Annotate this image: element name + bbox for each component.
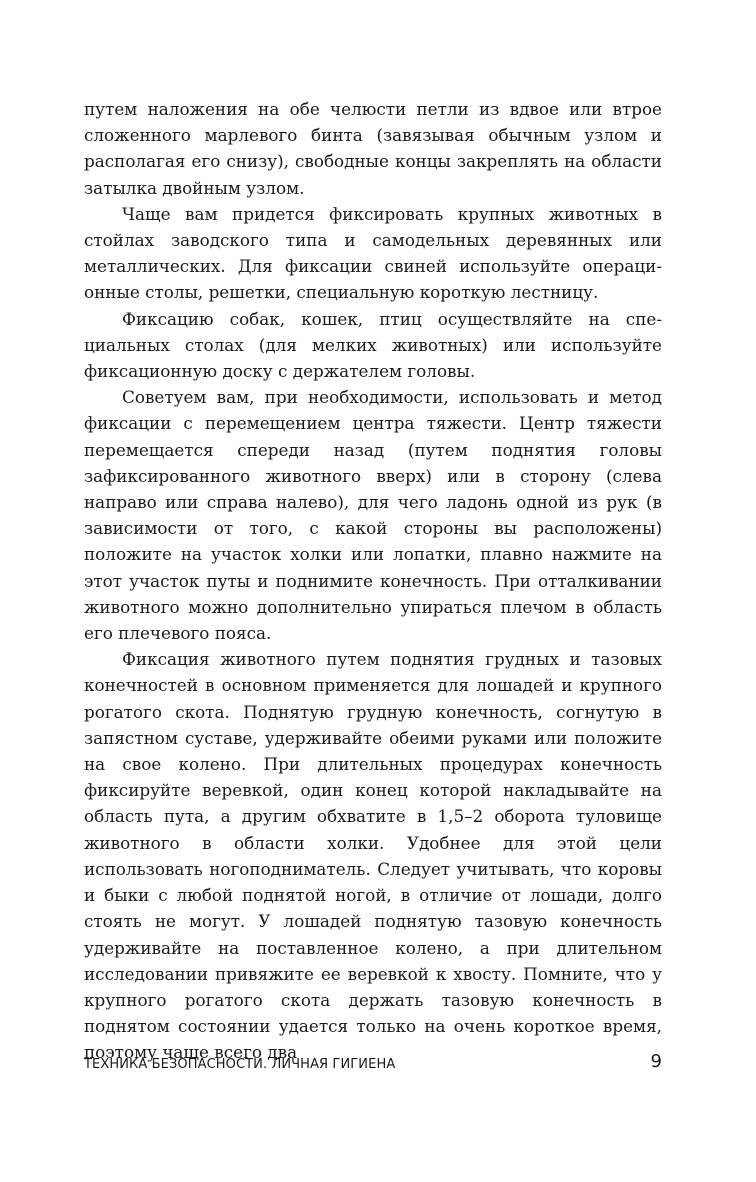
paragraph-5: Фиксация животного путем поднятия грудных и тазовых конечностей в основном применяется для лошадей и крупного рогатого скота. Поднятую грудную конечность, согнутую в запястном суставе, удерживайте обеими руками или положите на свое колено. При длительных процедурах конечность фиксируйте веревкой, один конец которой накладывайте на область пута, а другим обхватите в 1,5–2 оборота туловище животного в области холки. Удобнее для этой цели использовать ногоподниматель. Следует учитывать, что коровы и быки с любой поднятой ногой, в отличие от лошади, долго стоять не могут. У лошадей поднятую тазовую конечность удерживайте на поставленное колено, а при длительном исследовании привяжите ее веревкой к хвосту. Помните, что у крупного рогатого скота держать тазовую конечность в поднятом состоянии удается только на очень короткое время, поэтому чаще всего два <box>84 649 662 1063</box>
body-text <box>84 96 662 1066</box>
paragraph-2: Чаще вам придется фиксировать крупных животных в стойлах заводского типа и самодельных деревянных или металлических. Для фиксации свиней используйте операционные столы, решетки, специальную короткую лестницу. <box>84 203 662 303</box>
paragraph-1: путем наложения на обе челюсти петли из вдвое или втрое сложенного марлевого бинта (завязывая обычным узлом и располагая его снизу), свободные концы закреплять на области затылка двойным узлом. <box>84 99 662 198</box>
paragraph-4: Советуем вам, при необходимости, использовать и метод фиксации с перемещением центра тяжести. Центр тяжести перемещается спереди назад (путем поднятия головы зафиксированного животного вверх) или в сторону (слева направо или справа налево), для чего ладонь одной из рук (в зависимости от того, с какой стороны вы расположены) положите на участок холки или лопатки, плавно нажмите на этот участок путы и поднимите конечность. При отталкивании животного можно дополнительно упираться плечом в область его плечевого пояса. <box>84 387 662 644</box>
paragraph-3: Фиксацию собак, кошек, птиц осуществляйте на специальных столах (для мелких животных) или используйте фиксационную доску с держателем головы. <box>84 308 662 382</box>
running-footer-title: ТЕХНИКА БЕЗОПАСНОСТИ. ЛИЧНАЯ ГИГИЕНА <box>84 1057 396 1072</box>
page-number: 9 <box>650 1051 662 1072</box>
